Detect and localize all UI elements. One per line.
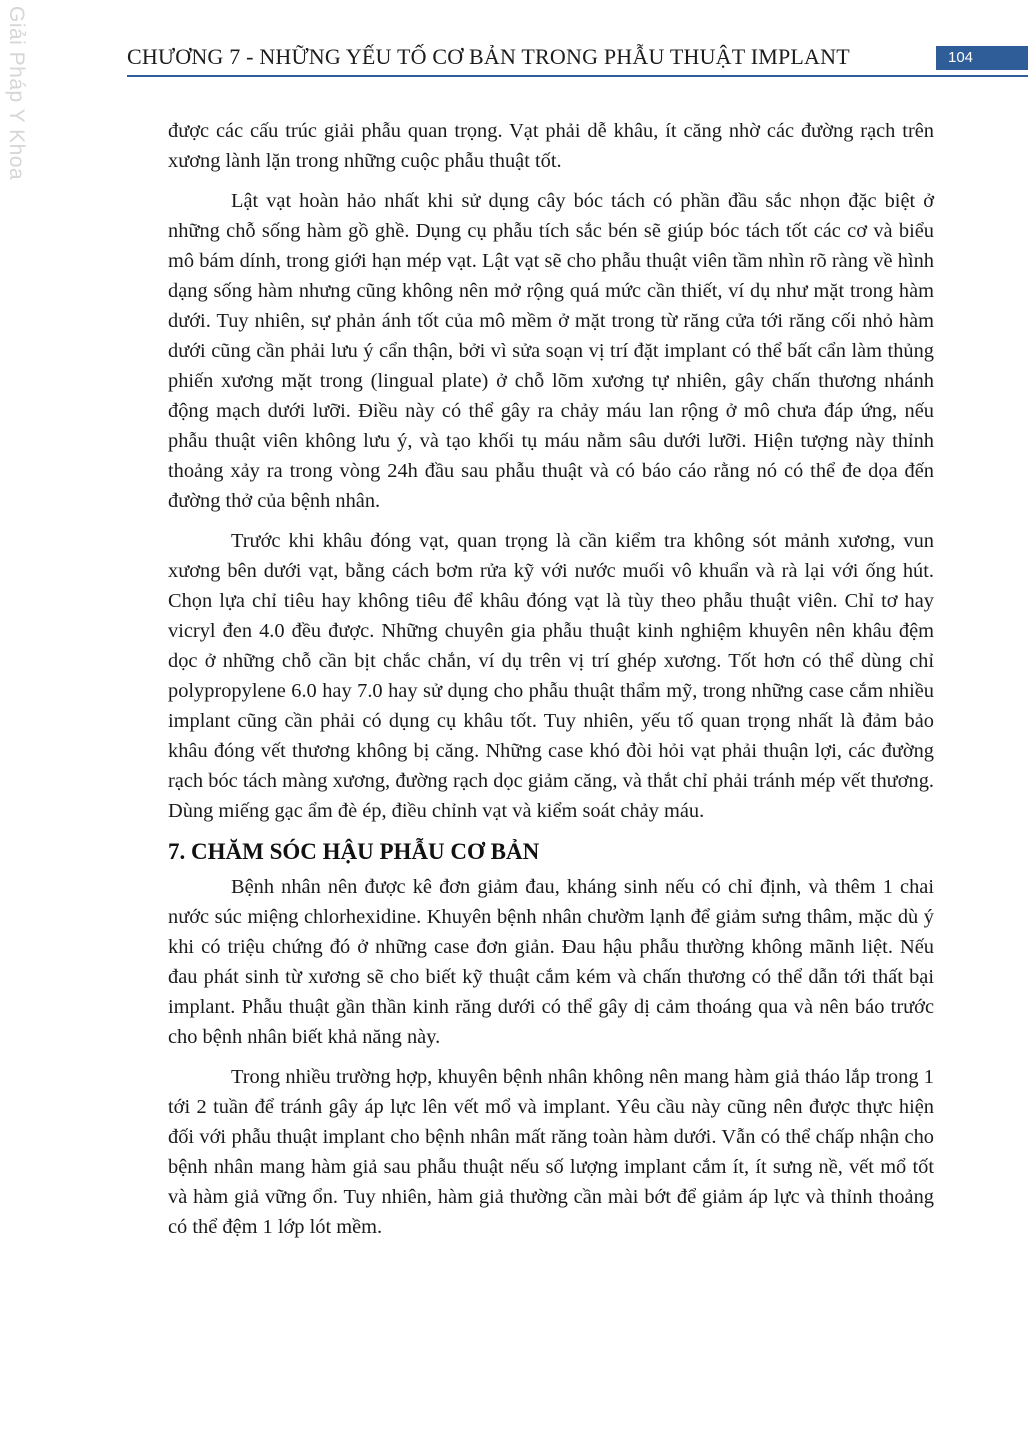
header-divider [127,75,1028,77]
paragraph-postop-medication: Bệnh nhân nên được kê đơn giảm đau, kháng sinh nếu có chỉ định, và thêm 1 chai nước súc miệng chlorhexidine. Khuyên bệnh nhân chườm lạnh để giảm sưng thâm, mặc dù ý khi có triệu chứng đó ở những case đơn giản. Đau hậu phẫu thường không mãnh liệt. Nếu đau phát sinh từ xương sẽ cho biết kỹ thuật cắm kém và chấn thương có thể dẫn tới thất bại implant. Phẫu thuật gần thần kinh răng dưới có thể gây dị cảm thoáng qua và nên báo trước cho bệnh nhân biết khả năng này. [168,876,934,1048]
watermark-text: Giải Pháp Y Khoa [5,6,28,181]
paragraph-denture-advice: Trong nhiều trường hợp, khuyên bệnh nhân không nên mang hàm giả tháo lắp trong 1 tới 2 tuần để tránh gây áp lực lên vết mổ và implant. Yêu cầu này cũng nên được thực hiện đối với phẫu thuật implant cho bệnh nhân mất răng toàn hàm dưới. Vẫn có thể chấp nhận cho bệnh nhân mang hàm giả sau phẫu thuật nếu số lượng implant cắm ít, ít sưng nề, vết mổ tốt và hàm giả vững ổn. Tuy nhiên, hàm giả thường cần mài bớt để giảm áp lực và thỉnh thoảng có thể đệm 1 lớp lót mềm. [168,1066,934,1238]
paragraph-flap-closure: Trước khi khâu đóng vạt, quan trọng là cần kiểm tra không sót mảnh xương, vun xương bên dưới vạt, bằng cách bơm rửa kỹ với nước muối vô khuẩn và rà lại với ống hút. Chọn lựa chỉ tiêu hay không tiêu để khâu đóng vạt là tùy theo phẫu thuật viên. Chỉ tơ hay vicryl đen 4.0 đều được. Những chuyên gia phẫu thuật kinh nghiệm khuyên nên khâu đệm dọc ở những chỗ cần bịt chắc chắn, ví dụ trên vị trí ghép xương. Tốt hơn có thể dùng chỉ polypropylene 6.0 hay 7.0 hay sử dụng cho phẫu thuật thẩm mỹ, trong những case cắm nhiều implant cũng cần phải có dụng cụ khâu tốt. Tuy nhiên, yếu tố quan trọng nhất là đảm bảo khâu đóng vết thương không bị căng. Những case khó đòi hỏi vạt phải thuận lợi, các đường rạch bóc tách màng xương, đường rạch dọc giảm căng, và thắt chỉ phải tránh mép vết thương. Dùng miếng gạc ẩm đè ép, điều chỉnh vạt và kiểm soát chảy máu. [168,530,934,822]
page-body [168,116,934,1242]
section-heading: 7. CHĂM SÓC HẬU PHẪU CƠ BẢN [168,839,540,864]
chapter-title: CHƯƠNG 7 - NHỮNG YẾU TỐ CƠ BẢN TRONG PHẪU THUẬT IMPLANT [127,44,850,69]
page-number-badge: 104 [936,46,1028,70]
paragraph-continuation: được các cấu trúc giải phẫu quan trọng. Vạt phải dễ khâu, ít căng nhờ các đường rạch trên xương lành lặn trong những cuộc phẫu thuật tốt. [168,120,934,172]
page-header [0,40,1028,80]
paragraph-flap-elevation: Lật vạt hoàn hảo nhất khi sử dụng cây bóc tách có phần đầu sắc nhọn đặc biệt ở những chỗ sống hàm gồ ghề. Dụng cụ phẫu tích sắc bén sẽ giúp bóc tách tốt các cơ và biểu mô bám dính, trong giới hạn mép vạt. Lật vạt sẽ cho phẫu thuật viên tầm nhìn rõ ràng về hình dạng sống hàm nhưng cũng không nên mở rộng quá mức cần thiết, ví dụ như mặt trong hàm dưới. Tuy nhiên, sự phản ánh tốt của mô mềm ở mặt trong từ răng cửa tới răng cối nhỏ hàm dưới cũng cần phải lưu ý cẩn thận, bởi vì sửa soạn vị trí đặt implant có thể bất cẩn làm thủng phiến xương mặt trong (lingual plate) ở chỗ lõm xương tự nhiên, gây chấn thương nhánh động mạch dưới lưỡi. Điều này có thể gây ra chảy máu lan rộng ở mô chưa đáp ứng, nếu phẫu thuật viên không lưu ý, và tạo khối tụ máu nằm sâu dưới lưỡi. Hiện tượng này thỉnh thoảng xảy ra trong vòng 24h đầu sau phẫu thuật và có báo cáo rằng nó có thể đe dọa đến đường thở của bệnh nhân. [168,190,934,512]
